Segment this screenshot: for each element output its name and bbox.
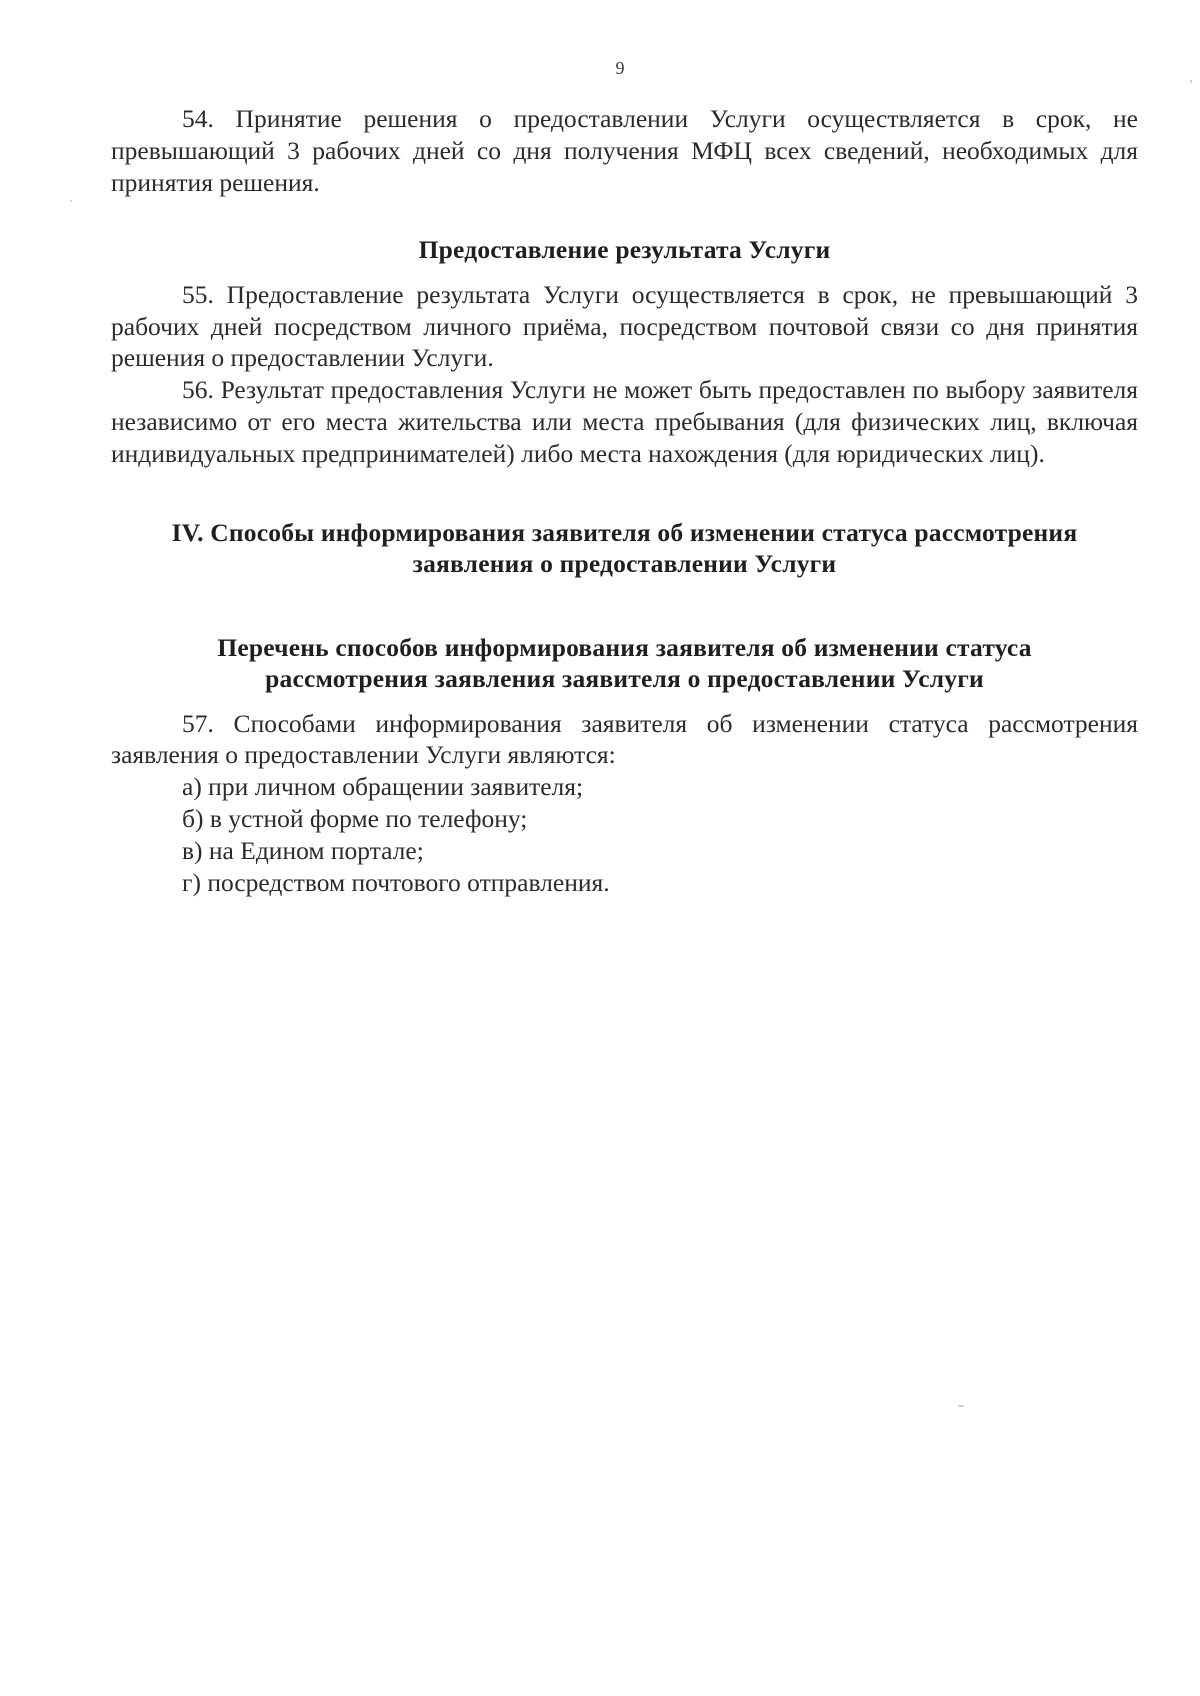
list-item: г) посредством почтового отправления. — [182, 867, 610, 897]
heading-result: Предоставление результата Услуги — [418, 235, 831, 265]
document-body — [111, 103, 1138, 898]
spacer — [111, 198, 1138, 234]
scan-speck — [1190, 80, 1192, 83]
spacer — [111, 266, 1138, 279]
list-item: б) в устной форме по телефону; — [182, 804, 528, 834]
paragraph-57: 57. Способами информирования заявителя об изменении статуса рассмотрения заявления о предоставлении Услуги являются: — [111, 708, 1138, 770]
page-number: 9 — [615, 58, 625, 78]
scan-speck — [958, 1405, 964, 1407]
methods-list-heading-line-1: Перечень способов информирования заявителя об изменении статуса — [217, 632, 1032, 662]
list-item: а) при личном обращении заявителя; — [182, 772, 584, 802]
section-iv-heading — [111, 517, 1138, 580]
spacer — [111, 695, 1138, 708]
section-iv-heading-line-2: заявления о предоставлении Услуги — [412, 549, 837, 579]
list-item: в) на Едином портале; — [182, 835, 424, 865]
methods-list-heading — [111, 632, 1138, 695]
paragraph-56: 56. Результат предоставления Услуги не может быть предоставлен по выбору заявителя независимо от его места жительства или места пребывания (для физических лиц, включая индивидуальных предпринимателей) либо места нахождения (для юридических лиц). — [111, 375, 1138, 468]
section-iv-heading-line-1: IV. Способы информирования заявителя об изменении статуса рассмотрения — [171, 517, 1078, 547]
methods-list-heading-line-2: рассмотрения заявления заявителя о предоставлении Услуги — [265, 664, 984, 694]
scan-speck — [70, 200, 72, 202]
spacer — [111, 470, 1138, 517]
spacer — [111, 580, 1138, 632]
paragraph-55: 55. Предоставление результата Услуги осуществляется в срок, не превышающий 3 рабочих дней посредством личного приёма, посредством почтовой связи со дня принятия решения о предоставлении Услуги. — [111, 279, 1138, 373]
paragraph-54: 54. Принятие решения о предоставлении Услуги осуществляется в срок, не превышающий 3 рабочих дней со дня получения МФЦ всех сведений, необходимых для принятия решения. — [111, 104, 1138, 197]
